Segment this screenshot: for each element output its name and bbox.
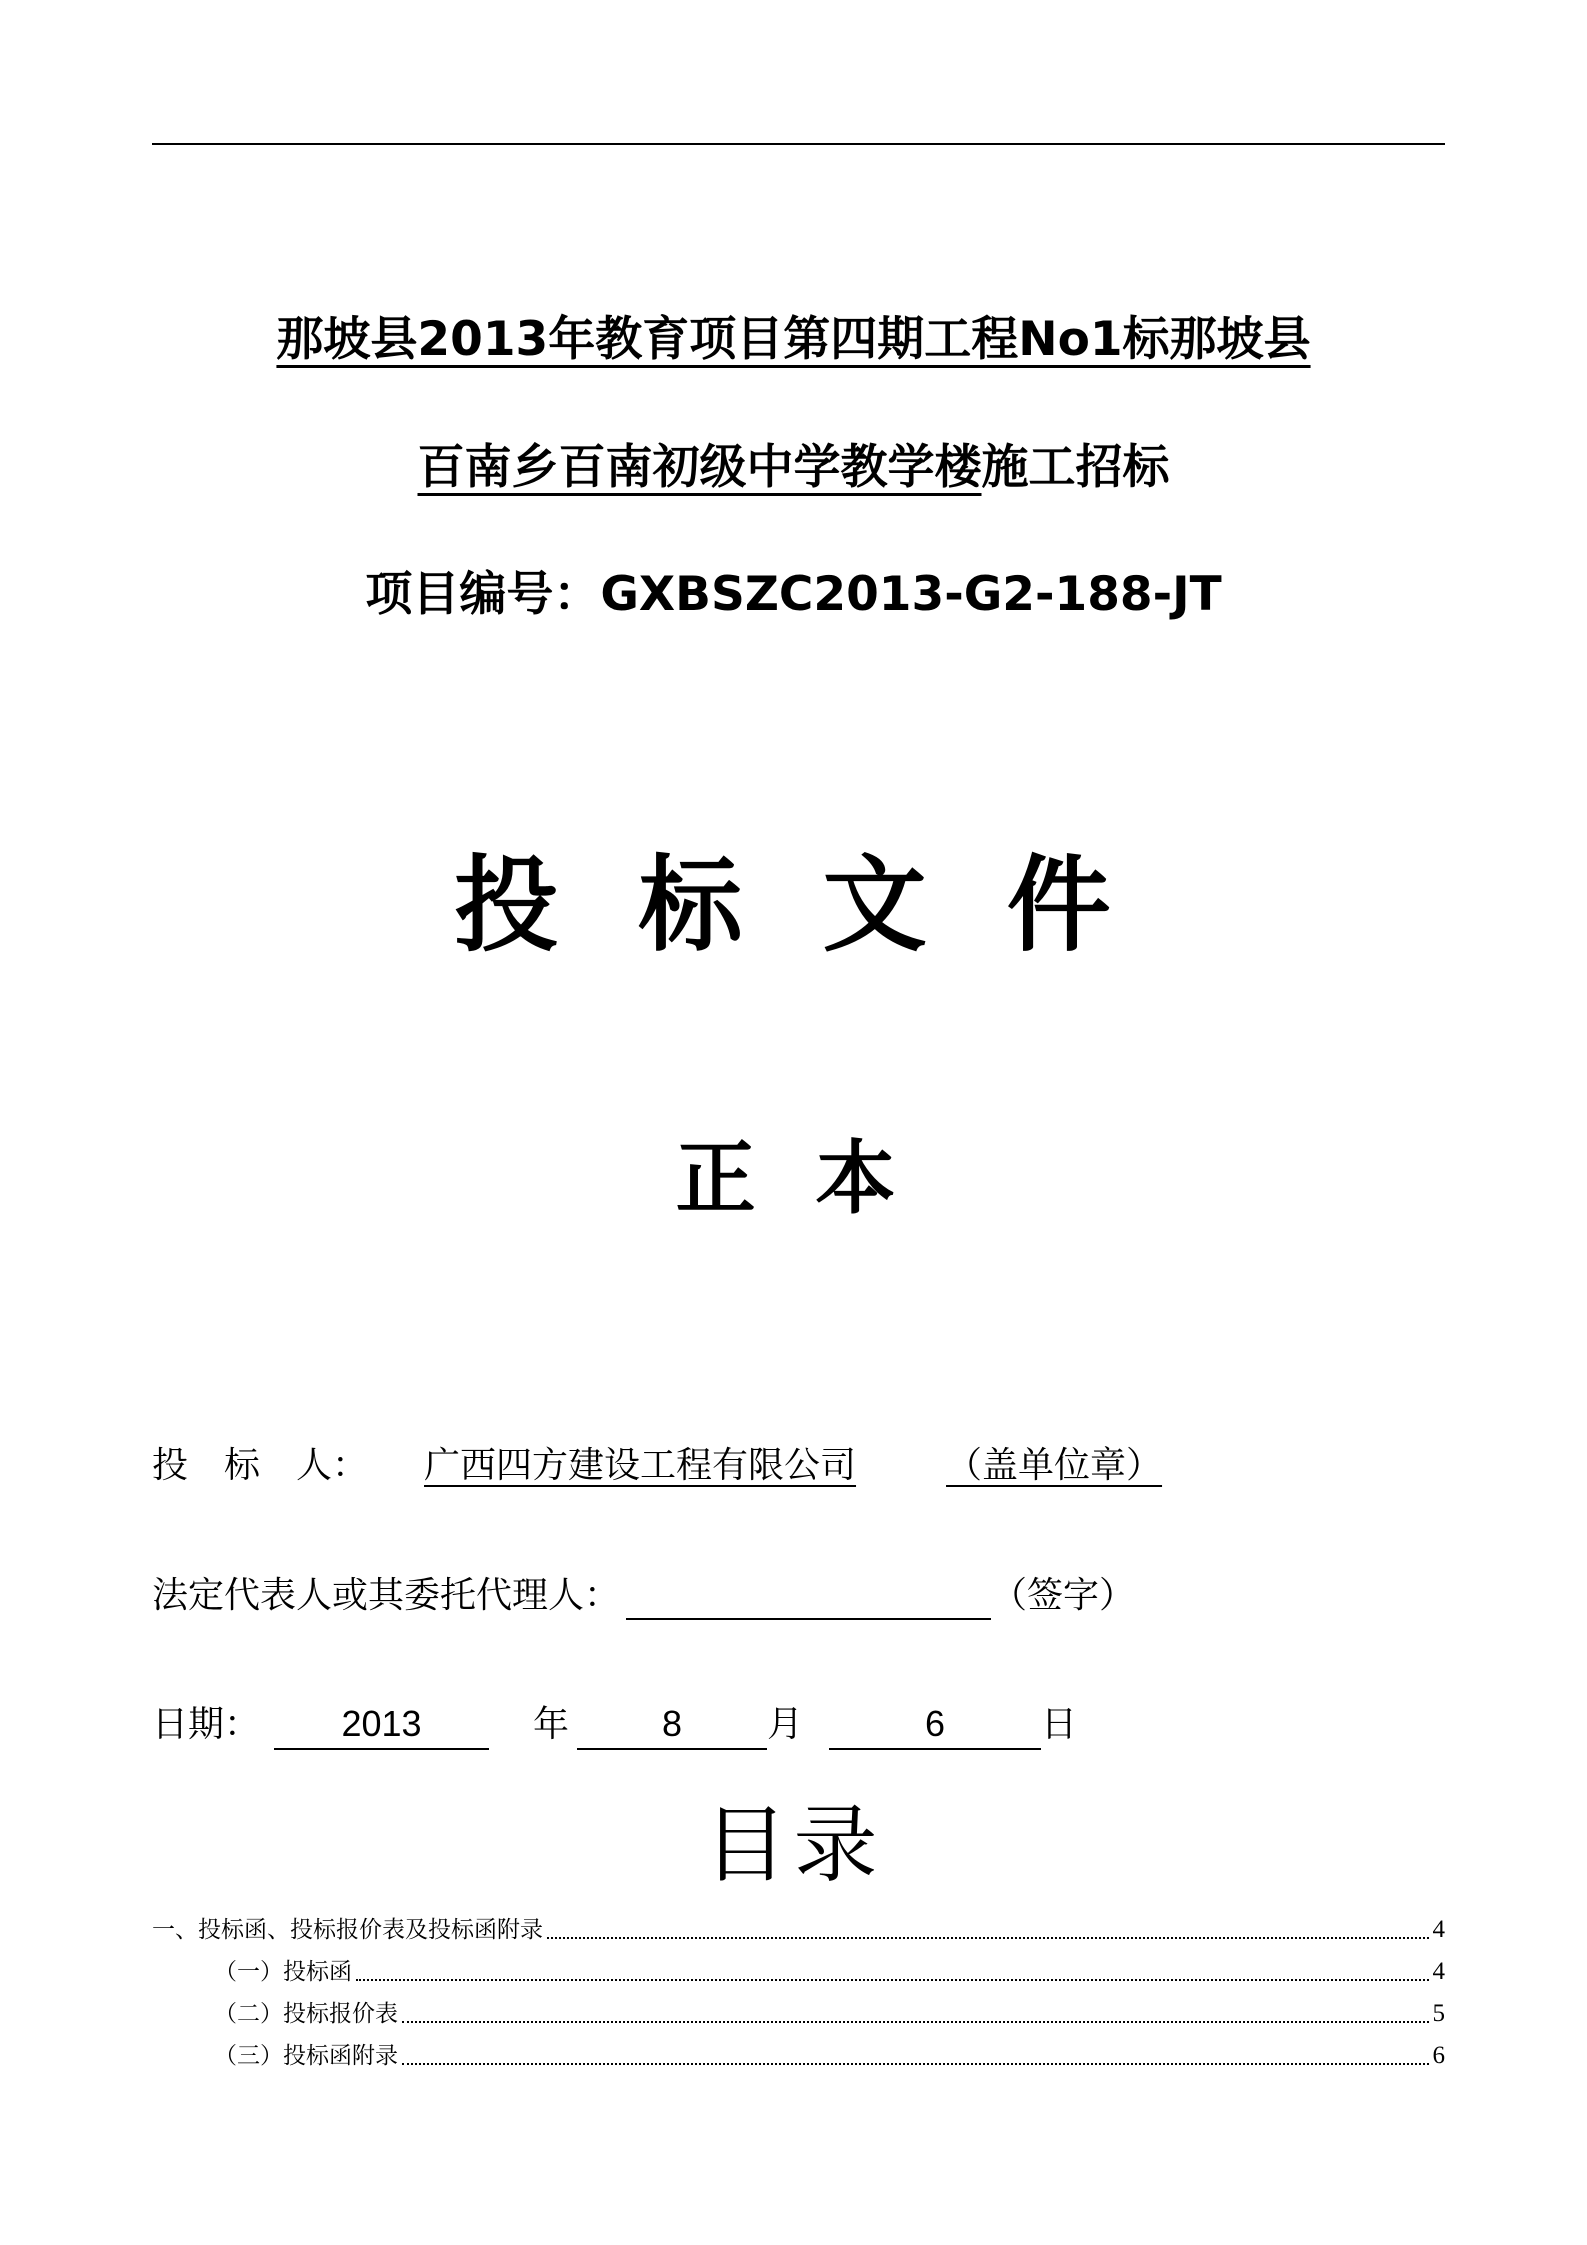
seal-note: （盖单位章） xyxy=(946,1445,1163,1486)
toc-item-label: （一）投标函 xyxy=(214,1959,352,1985)
toc-item-page: 4 xyxy=(1432,1958,1445,1985)
title-line-1 xyxy=(0,310,1587,370)
toc-leader xyxy=(402,2021,1429,2023)
bidder-company: 广西四方建设工程有限公司 xyxy=(424,1445,857,1486)
title-line-1-text: 那坡县2013年教育项目第四期工程No1标那坡县 xyxy=(276,312,1311,367)
toc-item-label: （二）投标报价表 xyxy=(214,2001,398,2027)
copy-type: 正 本 xyxy=(675,1131,912,1225)
toc-leader xyxy=(547,1937,1429,1939)
bidder-company-field xyxy=(424,1445,1162,1486)
toc-item[interactable] xyxy=(152,2038,1445,2074)
title-line-2 xyxy=(0,438,1587,498)
date-year-field[interactable]: 2013 xyxy=(274,1700,489,1750)
sign-note: （签字） xyxy=(991,1575,1136,1616)
date-month-field[interactable]: 8 xyxy=(577,1700,767,1750)
header-rule xyxy=(152,143,1445,145)
project-number xyxy=(0,565,1587,625)
toc-title: 目录 xyxy=(703,1796,884,1894)
date-row xyxy=(152,1700,1077,1750)
day-unit: 日 xyxy=(1041,1704,1078,1745)
toc-item-page: 5 xyxy=(1432,2000,1445,2027)
document-title: 投 标 文 件 xyxy=(454,843,1133,966)
toc-item-label: （三）投标函附录 xyxy=(214,2043,398,2069)
bidder-label: 投 标 人： xyxy=(152,1445,369,1486)
title-line-2-rest: 施工招标 xyxy=(981,440,1170,495)
toc-item[interactable] xyxy=(152,1912,1445,1948)
date-label: 日期： xyxy=(152,1704,261,1745)
representative-label: 法定代表人或其委托代理人： xyxy=(152,1575,621,1616)
toc-item-page: 4 xyxy=(1432,1916,1445,1943)
title-line-2-underlined: 百南乡百南初级中学教学楼 xyxy=(417,440,982,495)
toc-item-page: 6 xyxy=(1432,2042,1445,2069)
project-number-label: 项目编号： xyxy=(365,567,601,622)
toc-leader xyxy=(356,1979,1429,1981)
toc-item[interactable] xyxy=(152,1954,1445,1990)
bidder-row xyxy=(152,1442,1162,1490)
toc-item[interactable] xyxy=(152,1996,1445,2032)
toc-leader xyxy=(402,2063,1429,2065)
year-unit: 年 xyxy=(533,1704,570,1745)
representative-row xyxy=(152,1572,1135,1620)
month-unit: 月 xyxy=(767,1704,804,1745)
project-number-value: GXBSZC2013-G2-188-JT xyxy=(600,567,1222,622)
representative-signature-field[interactable] xyxy=(626,1574,991,1620)
toc-item-label: 一、投标函、投标报价表及投标函附录 xyxy=(152,1917,543,1943)
date-day-field[interactable]: 6 xyxy=(829,1700,1041,1750)
